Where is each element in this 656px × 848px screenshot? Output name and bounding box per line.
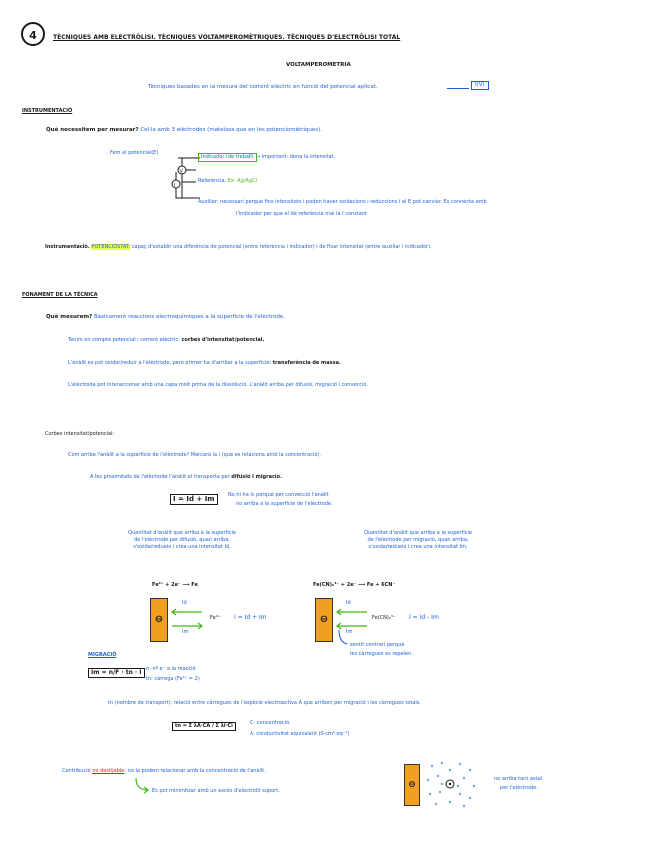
final-text: : no la podem relacionar amb la concentració de l'anàlit. (124, 768, 266, 774)
corbes-line-2 (90, 474, 282, 481)
section-number-circle (21, 22, 45, 46)
heading-fonament: FONAMENT DE LA TÈCNICA (22, 292, 98, 298)
referencia-line (198, 178, 257, 185)
intro-text: Tècniques basades en la mesura del corrent elèctric en funció del potencial aplicat. (148, 84, 378, 90)
fonament-line-2-text: L'anàlit es pot oxidar/reduir a l'elèctrode, però primer ha d'arribar a la superfície: (68, 360, 272, 366)
side-note-2: per l'elèctrode. (500, 785, 538, 791)
fonament-line-1-text: Tenim en compte potencial i corrent elèctric: (68, 337, 180, 343)
fonament-line-2 (68, 360, 341, 367)
right-description (318, 530, 518, 551)
final-prefix: Contribució (62, 768, 91, 774)
left-desc-line: s'oxida/redueix i crea una intensitat Id. (133, 544, 231, 550)
fonament-line-1-bold: corbes d'intensitat/potencial. (181, 337, 265, 343)
fonament-answer: Bàsicament reaccions electroquímiques a la superfície de l'elèctrode. (94, 314, 286, 320)
right-desc-line: s'oxida/redueix i crea una intensitat Im. (368, 544, 468, 550)
fonament-question: Què mesurem? (46, 314, 93, 320)
page-title: TÈCNIQUES AMB ELECTRÒLISI. TÈCNIQUES VOLTAMPEROMÈTRIQUES. TÈCNIQUES D'ELECTRÒLISI TOTAL (53, 34, 401, 41)
electrode-sign: ⊖ (154, 614, 164, 625)
migracio-note-2: tn: càrrega (Fe²⁺ = 2) (146, 676, 200, 682)
fonament-line-1 (68, 337, 264, 344)
fonament-question-line (46, 314, 285, 321)
right-note-2: les càrregues es repelen. (350, 651, 413, 657)
tn-formula: tn = Σ λA·CA / Σ λi·Ci (172, 722, 236, 731)
formula-box: I = Id + Im (170, 494, 218, 505)
question-line (46, 127, 322, 134)
side-note-1: no arriba tant aviat (494, 776, 543, 782)
subtitle: VOLTAMPEROMETRIA (286, 62, 351, 68)
svg-text:V: V (179, 168, 183, 175)
referencia-label: Referència. (198, 178, 227, 184)
electrode-sign: ⊖ (408, 780, 416, 790)
left-electrode (150, 598, 168, 642)
referencia-extra: Ex: Ag/AgCl (227, 178, 257, 184)
right-reaction: Fe(CN)₆³⁻ + 2e⁻ ⟶ Fe + 6CN⁻ (313, 582, 396, 588)
formula-note-1: No hi ha Ic perquè per convecció l'anàlit (228, 492, 329, 498)
question: Què necessitem per mesurar? (46, 127, 139, 133)
left-species: Fe²⁺ (210, 615, 221, 621)
final-red: no desitjable (92, 768, 125, 774)
instr-highlight: POTENCIÒSTAT: (91, 244, 131, 250)
right-electrode (315, 598, 333, 642)
heading-corbes: Corbes intensitat/potencial: (45, 431, 115, 437)
corbes-line-2-bold: difusió i migració. (231, 474, 282, 480)
right-desc-line: de l'elèctrode per migració, quan arriba, (367, 537, 469, 543)
heading-instrumentacio: INSTRUMENTACIÓ (22, 108, 73, 114)
instrumentacio-text (45, 244, 635, 251)
corbes-line-2-text: A les proximitats de l'elèctrode l'anàlit el transporta per (90, 474, 230, 480)
left-id-label: Id (182, 600, 187, 606)
left-desc-line: Quantitat d'anàlit que arriba a la superfície (128, 530, 236, 536)
instr-label: Instrumentació. (45, 244, 90, 250)
right-equation: I = Id - Im (409, 614, 439, 621)
left-reaction: Fe²⁺ + 2e⁻ ⟶ Fe (152, 582, 198, 588)
bottom-electrode (404, 764, 420, 806)
formula-note-2: no arriba a la superfície de l'elèctrode. (236, 501, 333, 507)
final-arrow (132, 776, 152, 796)
right-note-1: sentit contrari perquè (350, 642, 405, 648)
instr-text: capaç d'establir una diferència de potencial (entre referència i indicador) i de fixar intensitat (entre auxiliar i indicador). (131, 244, 432, 250)
electrode-sign: ⊖ (319, 614, 329, 625)
right-species: Fe(CN)₆³⁻ (372, 615, 396, 621)
left-equation: I = Id + Im (234, 614, 267, 621)
svg-text:I: I (174, 182, 176, 189)
tn-note-1: C: concentració. (250, 720, 291, 726)
heading-migracio: MIGRACIÓ (88, 652, 117, 658)
intro-box: I(V) (471, 81, 489, 90)
migracio-note-1: n: nº e⁻ a la reacció (146, 666, 196, 672)
auxiliar-line-2: l'indicador per que el de referència mai la I constant (236, 211, 367, 217)
right-desc-line: Quantitat d'anàlit que arriba a la superfície (364, 530, 472, 536)
auxiliar-line-1: Auxiliar: necessari perquè fins intensitats i poden haver oxidacions i reduccions i el E pot canviar. Es connecta amb (198, 199, 487, 205)
question-answer: Cel·la amb 3 elèctrodes (mateixos que en les potenciomètriques). (140, 127, 323, 133)
tn-line: tn (nombre de transport): relació entre càrregues de l'espècie electroactiva A que arriben per migració i les càrregues totals. (108, 700, 422, 706)
indicador-note: → important: dona la intensitat. (256, 154, 336, 160)
section-number: 4 (29, 29, 37, 42)
right-id-label: Id (346, 600, 351, 606)
fonament-line-2-bold: transferència de massa. (272, 360, 341, 366)
intro-arrow (447, 88, 469, 89)
final-line (62, 768, 266, 775)
final-sub: Es pot minimitzar amb un excés d'electròlit suport. (152, 788, 280, 794)
left-im-label: Im (182, 629, 189, 635)
right-im-label: Im (346, 629, 353, 635)
tn-note-2: λ: conductivitat equivalent (S·cm²·eq⁻¹) (250, 731, 350, 737)
left-description (82, 530, 282, 551)
ion-cloud (420, 758, 480, 810)
fem-label: Fem el potencial(E) (110, 150, 159, 156)
indicador-label: Indicador (de treball) (198, 153, 257, 162)
migracio-formula: Im = n/F · tn · I (88, 668, 145, 678)
corbes-line-1: Com arriba l'anàlit a la superfície de l'elèctrode? Marcarà la I (que es relaciona amb la concentració). (68, 452, 321, 458)
fonament-line-3: L'elèctrode pot interaccionar amb una capa molt prima de la dissolució. L'anàlit arriba per difusió, migració i convecció. (68, 382, 368, 388)
left-desc-line: de l'elèctrode per difusió, quan arriba, (134, 537, 230, 543)
